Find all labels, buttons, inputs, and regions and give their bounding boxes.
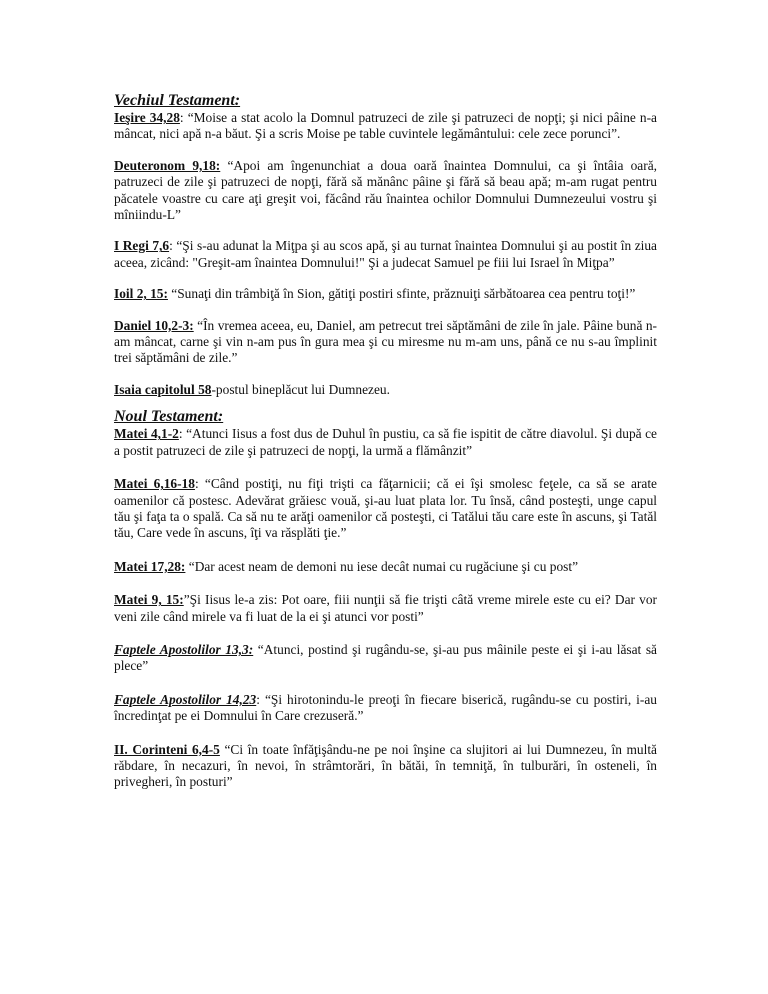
verse-reference: Faptele Apostolilor 14,23 bbox=[114, 691, 257, 707]
verse-text: : “Moise a stat acolo la Domnul patruzeci de zile şi patruzeci de nopţi; şi nici pâine n-a mâncat, nici apă n-a băut. Şi a scris Moise pe table cuvintele legământului: cele zece porunci”. bbox=[114, 110, 657, 142]
verse-text: : “Şi hirotonindu-le preoţi în fiecare biserică, rugându-se cu postiri, i-au încredinţat pe ei Domnului în Care crezuseră.” bbox=[114, 691, 657, 724]
verse-entry bbox=[114, 426, 657, 459]
verse-entry bbox=[114, 592, 657, 625]
section-title-new-testament: Noul Testament: bbox=[114, 408, 224, 426]
verse-text: : “Când postiţi, nu fiţi trişti ca făţarnicii; că ei îşi smolesc feţele, ca să se arate oamenilor că postesc. Adevărat grăiesc vouă, şi-au luat plata lor. Tu însă, când posteşti, unge capul tău şi faţa ta o spală. Ca să nu te arăţi oamenilor că posteşti, ci Tatălui tău care este în ascuns, şi Tatăl tău, Care vede în ascuns, îţi va răsplăti ţie.” bbox=[114, 476, 657, 541]
verse-text: “În vremea aceea, eu, Daniel, am petrecut trei săptămâni de zile în jale. Pâine bună n-am mâncat, carne şi vin n-am pus în gura mea şi cu miresme nu m-am uns, până ce nu s-au împlinit trei săptămâni de zile.” bbox=[114, 317, 658, 366]
verse-text: “Dar acest neam de demoni nu iese decât numai cu rugăciune şi cu post” bbox=[185, 558, 579, 574]
verse-text: -postul bineplăcut lui Dumnezeu. bbox=[211, 381, 390, 397]
verse-text: : “Atunci Iisus a fost dus de Duhul în pustiu, ca să fie ispitit de către diavolul. Şi după ce a postit patruzeci de zile şi patruzeci de nopţi, la urmă a flămânzit” bbox=[114, 426, 657, 458]
verse-text: “Ci în toate înfăţişându-ne pe noi înşine ca slujitori ai lui Dumnezeu, în multă răbdare, în necazuri, în nevoi, în strâmtorări, în bătăi, în temniţă, în tulburări, în osteneli, în privegheri, în posturi” bbox=[114, 741, 657, 790]
verse-reference: Matei 17,28: bbox=[114, 558, 186, 574]
verse-text: “Sunaţi din trâmbiţă în Sion, gătiţi postiri sfinte, prăznuiţi sărbătoarea cea pentru toţi!” bbox=[167, 286, 636, 302]
verse-reference: Ieşire 34,28 bbox=[114, 110, 180, 125]
verse-reference: Matei 4,1-2 bbox=[114, 426, 179, 442]
verse-entry bbox=[114, 742, 657, 791]
verse-reference: I Regi 7,6 bbox=[114, 238, 170, 254]
verse-reference: Matei 6,16-18 bbox=[114, 476, 195, 492]
verse-reference: II. Corinteni 6,4-5 bbox=[114, 741, 220, 757]
verse-entry bbox=[114, 559, 657, 575]
verse-reference: Ioil 2, 15: bbox=[114, 286, 168, 302]
verse-entry bbox=[114, 692, 657, 725]
verse-reference: Daniel 10,2-3: bbox=[114, 317, 194, 333]
verse-entry bbox=[114, 382, 657, 398]
verse-reference: Matei 9, 15: bbox=[114, 592, 184, 608]
verse-entry bbox=[114, 286, 657, 302]
verse-reference: Isaia capitolul 58 bbox=[114, 381, 212, 397]
verse-text: “Atunci, postind şi rugându-se, şi-au pus mâinile peste ei şi i-au lăsat să plece” bbox=[114, 641, 658, 674]
verse-entry bbox=[114, 238, 657, 271]
verse-entry bbox=[114, 318, 657, 367]
verse-reference: Deuteronom 9,18: bbox=[114, 157, 221, 173]
verse-reference: Faptele Apostolilor 13,3: bbox=[114, 641, 254, 657]
verse-entry bbox=[114, 110, 657, 143]
document-content bbox=[114, 92, 657, 806]
verse-text: ”Şi Iisus le-a zis: Pot oare, fiii nunţii să fie trişti câtă vreme mirele este cu ei? Dar vor veni zile când mirele va fi luat de la ei şi atunci vor posti” bbox=[114, 592, 657, 624]
verse-text: “Apoi am îngenunchiat a doua oară înaintea Domnului, ca şi întâia oară, patruzeci de zile şi patruzeci de nopţi, fără să mănânc pâine şi fără să beau apă; m-am rugat pentru păcatele voastre cu care aţi greşit voi, făcând rău înaintea ochilor Domnului Dumnezeului vostru şi mîniindu-L” bbox=[114, 157, 657, 223]
verse-text: : “Şi s-au adunat la Miţpa şi au scos apă, şi au turnat înaintea Domnului şi au postit în ziua aceea, zicând: "Greşit-am înaintea Domnului!" Şi a judecat Samuel pe fiii lui Israel în Miţpa” bbox=[114, 238, 657, 270]
verse-entry bbox=[114, 158, 657, 224]
section-title-old-testament: Vechiul Testament: bbox=[114, 92, 241, 109]
verse-entry bbox=[114, 476, 657, 542]
verse-entry bbox=[114, 642, 657, 675]
